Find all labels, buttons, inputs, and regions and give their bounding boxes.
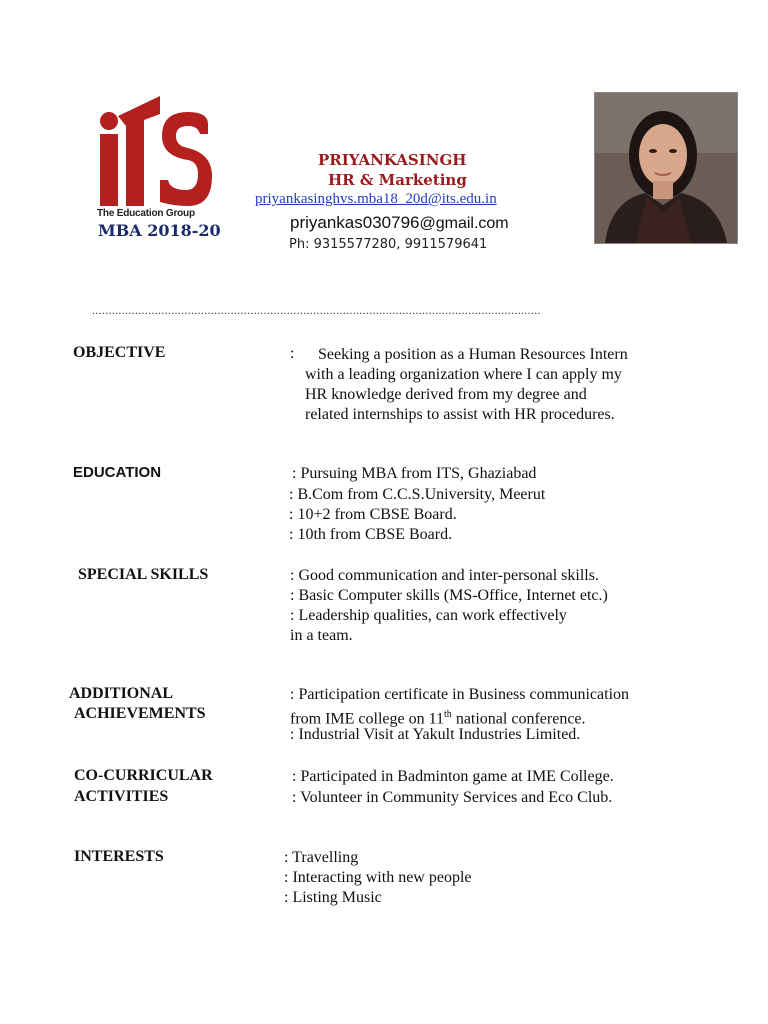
interests-item: : Listing Music bbox=[284, 889, 382, 906]
objective-line-4: related internships to assist with HR procedures. bbox=[305, 406, 615, 423]
divider-dots: ........................................................................................................................................ bbox=[92, 303, 541, 315]
skills-label: SPECIAL SKILLS bbox=[78, 566, 209, 583]
email-secondary bbox=[290, 213, 509, 233]
achievements-item-text: national conference. bbox=[451, 710, 586, 728]
objective-colon: : bbox=[290, 345, 295, 362]
education-item: : B.Com from C.C.S.University, Meerut bbox=[289, 486, 546, 503]
objective-line-3: HR knowledge derived from my degree and bbox=[305, 386, 587, 403]
interests-item: : Travelling bbox=[284, 849, 359, 866]
achievements-label-line-2: ACHIEVEMENTS bbox=[74, 705, 206, 722]
email-secondary-domain: @gmail.com bbox=[419, 215, 509, 232]
objective-line-1: Seeking a position as a Human Resources Intern bbox=[318, 346, 628, 363]
skills-item: : Basic Computer skills (MS-Office, Internet etc.) bbox=[290, 587, 608, 604]
objective-line-2: with a leading organization where I can apply my bbox=[305, 366, 622, 383]
logo-subtitle: The Education Group bbox=[97, 208, 195, 219]
candidate-name: PRIYANKASINGH bbox=[318, 151, 467, 169]
education-item: : Pursuing MBA from ITS, Ghaziabad bbox=[292, 465, 537, 482]
skills-item: in a team. bbox=[290, 627, 353, 644]
email-link-primary[interactable]: priyankasinghvs.mba18_20d@its.edu.in bbox=[255, 191, 497, 207]
objective-label: OBJECTIVE bbox=[73, 344, 166, 361]
achievements-item: : Industrial Visit at Yakult Industries Limited. bbox=[290, 726, 581, 743]
ordinal-suffix: th bbox=[444, 709, 452, 720]
interests-item: : Interacting with new people bbox=[284, 869, 472, 886]
candidate-role: HR & Marketing bbox=[328, 171, 467, 189]
education-item: : 10th from CBSE Board. bbox=[289, 526, 453, 543]
interests-label: INTERESTS bbox=[74, 848, 164, 865]
profile-photo-illustration bbox=[595, 93, 737, 243]
email-secondary-user: priyankas030796 bbox=[290, 213, 420, 232]
cocurricular-label-line-1: CO-CURRICULAR bbox=[74, 767, 213, 784]
achievements-label-line-1: ADDITIONAL bbox=[69, 685, 174, 702]
achievements-item: : Participation certificate in Business communication bbox=[290, 686, 630, 703]
its-logo bbox=[96, 94, 214, 224]
cocurricular-item: : Participated in Badminton game at IME College. bbox=[292, 768, 614, 785]
cocurricular-item: : Volunteer in Community Services and Eco Club. bbox=[292, 789, 613, 806]
education-label: EDUCATION bbox=[73, 464, 162, 481]
skills-item: : Leadership qualities, can work effectively bbox=[290, 607, 567, 624]
cocurricular-label-line-2: ACTIVITIES bbox=[74, 788, 169, 805]
skills-item: : Good communication and inter-personal skills. bbox=[290, 567, 599, 584]
phone-numbers: Ph: 9315577280, 9911579641 bbox=[289, 237, 488, 252]
profile-photo bbox=[594, 92, 738, 244]
achievements-item-text: from IME college on 11 bbox=[290, 710, 445, 728]
education-item: : 10+2 from CBSE Board. bbox=[289, 506, 457, 523]
program-label: MBA 2018-20 bbox=[98, 221, 221, 240]
